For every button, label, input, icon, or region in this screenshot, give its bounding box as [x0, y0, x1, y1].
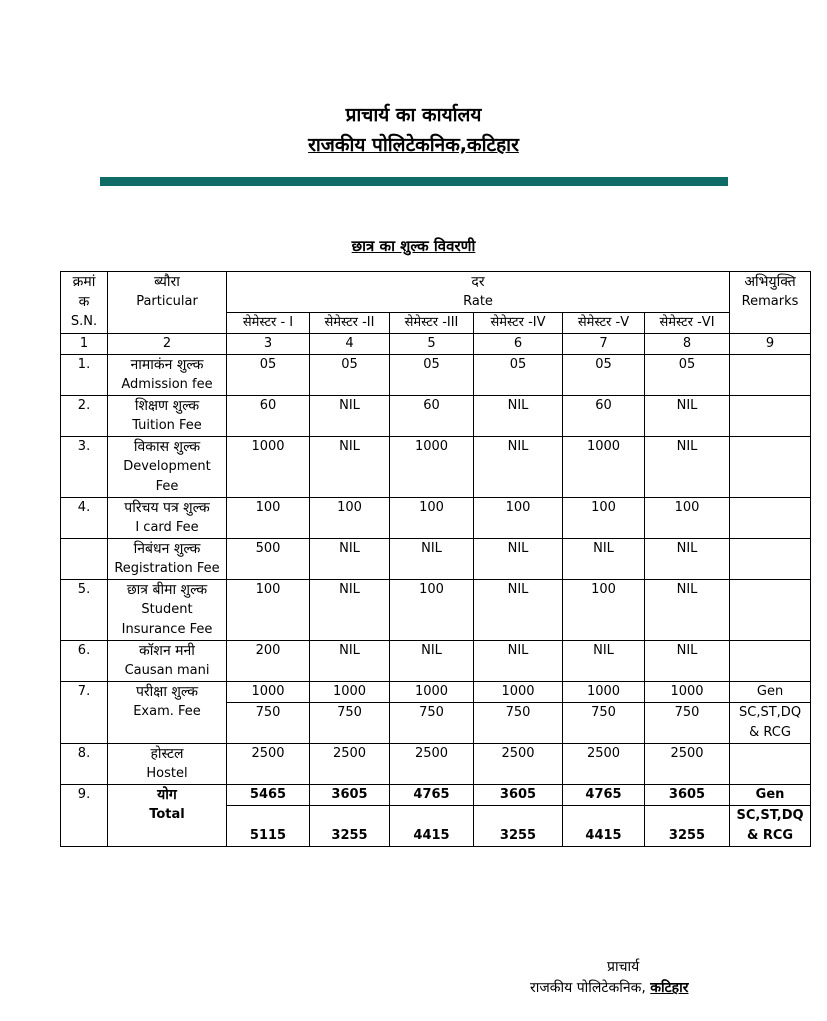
- table-row: [61, 437, 811, 498]
- table-row: [61, 498, 811, 539]
- row-particular: [108, 682, 227, 744]
- rate-cell: 2500: [227, 744, 310, 785]
- rate-cell: 1000: [390, 682, 474, 703]
- column-number: 9: [730, 334, 811, 355]
- rate-cell: 1000: [474, 682, 563, 703]
- rate-cell: 60: [227, 396, 310, 437]
- particular-hi: परिचय पत्र शुल्क: [124, 500, 210, 516]
- sn-header: [61, 272, 108, 334]
- semester-header: सेमेस्टर -IV: [474, 313, 563, 334]
- rate-cell: 1000: [563, 437, 645, 498]
- particular-en: Registration Fee: [114, 561, 220, 576]
- table-row: [61, 580, 811, 641]
- remarks-cell: [730, 641, 811, 682]
- remarks-header-en: Remarks: [741, 294, 799, 309]
- rate-cell: NIL: [645, 580, 730, 641]
- row-particular: [108, 744, 227, 785]
- signature-title: प्राचार्य: [607, 959, 640, 975]
- rate-cell: NIL: [474, 396, 563, 437]
- rate-cell: 100: [474, 498, 563, 539]
- particular-en: Student Insurance Fee: [121, 602, 213, 637]
- row-particular: [108, 355, 227, 396]
- rate-cell: 100: [563, 498, 645, 539]
- rate-cell: NIL: [474, 580, 563, 641]
- rate-cell: NIL: [310, 539, 390, 580]
- total-cell: 3605: [310, 785, 390, 806]
- particular-hi: कॉशन मनी: [139, 643, 195, 659]
- rate-cell: 100: [563, 580, 645, 641]
- rate-cell: NIL: [310, 437, 390, 498]
- rate-header-hi: दर: [471, 274, 485, 290]
- rate-cell: 100: [390, 498, 474, 539]
- rate-cell: 100: [390, 580, 474, 641]
- row-sn: 5.: [61, 580, 108, 641]
- total-cell: 4765: [390, 785, 474, 806]
- rate-cell: NIL: [645, 641, 730, 682]
- total-cell: 3605: [645, 785, 730, 806]
- rate-header: [227, 272, 730, 313]
- document-subtitle: छात्र का शुल्क विवरणी: [351, 237, 476, 255]
- particular-hi: होस्टल: [150, 746, 184, 762]
- rate-cell: 2500: [310, 744, 390, 785]
- rate-cell: 750: [390, 703, 474, 744]
- particular-hi: छात्र बीमा शुल्क: [126, 582, 208, 598]
- rate-cell: 1000: [390, 437, 474, 498]
- remarks-cell: Gen: [730, 682, 811, 703]
- total-cell: 3255: [474, 806, 563, 847]
- particular-header-hi: ब्यौरा: [154, 274, 180, 290]
- row-particular: [108, 498, 227, 539]
- row-sn: 6.: [61, 641, 108, 682]
- rate-cell: 05: [390, 355, 474, 396]
- table-header-row: [61, 272, 811, 313]
- semester-header: सेमेस्टर -VI: [645, 313, 730, 334]
- column-number: 7: [563, 334, 645, 355]
- row-sn: 2.: [61, 396, 108, 437]
- remarks-header-hi: अभियुक्ति: [744, 274, 796, 290]
- rate-cell: 05: [310, 355, 390, 396]
- column-number: 6: [474, 334, 563, 355]
- rate-cell: 05: [227, 355, 310, 396]
- sn-header-hi-1: क्रमां: [72, 274, 96, 290]
- column-number-row: [61, 334, 811, 355]
- row-sn: [61, 539, 108, 580]
- particular-en: Admission fee: [121, 377, 213, 392]
- table-row: [61, 355, 811, 396]
- total-cell: 3255: [310, 806, 390, 847]
- rate-cell: 750: [474, 703, 563, 744]
- sn-header-hi-2: क: [78, 294, 90, 310]
- total-cell: 5465: [227, 785, 310, 806]
- particular-hi: विकास शुल्क: [133, 439, 201, 455]
- total-cell: 4415: [563, 806, 645, 847]
- table-row-total-gen: [61, 785, 811, 806]
- column-number: 5: [390, 334, 474, 355]
- table-row-exam-gen: [61, 682, 811, 703]
- remarks-cell: [730, 396, 811, 437]
- total-cell: 4765: [563, 785, 645, 806]
- particular-en: Causan mani: [124, 663, 210, 678]
- row-sn: 3.: [61, 437, 108, 498]
- rate-cell: 100: [310, 498, 390, 539]
- column-number: 8: [645, 334, 730, 355]
- sn-header-en: S.N.: [70, 314, 98, 329]
- row-particular: [108, 437, 227, 498]
- signature-institution-name: राजकीय पोलिटेकनिक,: [530, 980, 651, 996]
- institution-name: राजकीय पोलिटेकनिक,कटिहार: [308, 134, 519, 156]
- column-number: 1: [61, 334, 108, 355]
- remarks-cell: SC,ST,DQ & RCG: [730, 703, 811, 744]
- signature-place: कटिहार: [650, 980, 689, 996]
- particular-en: Exam. Fee: [133, 704, 201, 719]
- remarks-cell: [730, 744, 811, 785]
- particular-hi: नामाकंन शुल्क: [130, 357, 204, 373]
- row-sn: 1.: [61, 355, 108, 396]
- rate-cell: NIL: [310, 641, 390, 682]
- rate-cell: NIL: [563, 539, 645, 580]
- total-label-hi: योग: [157, 787, 177, 803]
- rate-cell: 750: [227, 703, 310, 744]
- rate-cell: 100: [227, 498, 310, 539]
- remarks-cell: [730, 539, 811, 580]
- row-particular: [108, 785, 227, 847]
- column-number: 2: [108, 334, 227, 355]
- particular-hi: परीक्षा शुल्क: [135, 684, 198, 700]
- rate-cell: 1000: [227, 682, 310, 703]
- rate-cell: NIL: [645, 539, 730, 580]
- rate-cell: NIL: [474, 539, 563, 580]
- total-cell: 4415: [390, 806, 474, 847]
- particular-en: Development Fee: [123, 459, 211, 494]
- row-sn: 9.: [61, 785, 108, 847]
- rate-cell: 1000: [310, 682, 390, 703]
- rate-cell: 60: [390, 396, 474, 437]
- rate-cell: 500: [227, 539, 310, 580]
- rate-cell: 2500: [645, 744, 730, 785]
- rate-cell: 750: [563, 703, 645, 744]
- rate-cell: 1000: [227, 437, 310, 498]
- row-particular: [108, 539, 227, 580]
- remarks-cell: [730, 437, 811, 498]
- total-label-en: Total: [149, 807, 185, 822]
- rate-cell: 750: [645, 703, 730, 744]
- rate-cell: 60: [563, 396, 645, 437]
- rate-cell: NIL: [645, 396, 730, 437]
- semester-header: सेमेस्टर - I: [227, 313, 310, 334]
- semester-header: सेमेस्टर -II: [310, 313, 390, 334]
- particular-en: Hostel: [146, 766, 188, 781]
- rate-cell: 2500: [563, 744, 645, 785]
- table-row: [61, 744, 811, 785]
- row-sn: 4.: [61, 498, 108, 539]
- rate-cell: 750: [310, 703, 390, 744]
- row-sn: 8.: [61, 744, 108, 785]
- column-number: 3: [227, 334, 310, 355]
- rate-cell: NIL: [474, 641, 563, 682]
- office-title: प्राचार्य का कार्यालय: [345, 104, 482, 126]
- remarks-cell: [730, 580, 811, 641]
- rate-cell: NIL: [390, 539, 474, 580]
- rate-header-en: Rate: [463, 294, 493, 309]
- rate-cell: 100: [645, 498, 730, 539]
- particular-hi: निबंधन शुल्क: [133, 541, 201, 557]
- rate-cell: 2500: [474, 744, 563, 785]
- rate-cell: NIL: [474, 437, 563, 498]
- rate-cell: 2500: [390, 744, 474, 785]
- remarks-cell: SC,ST,DQ & RCG: [730, 806, 811, 847]
- header-divider: [100, 177, 728, 186]
- particular-hi: शिक्षण शुल्क: [134, 398, 200, 414]
- rate-cell: 1000: [563, 682, 645, 703]
- total-cell: 3255: [645, 806, 730, 847]
- rate-cell: NIL: [563, 641, 645, 682]
- total-cell: 3605: [474, 785, 563, 806]
- remarks-header: [730, 272, 811, 334]
- column-number: 4: [310, 334, 390, 355]
- signature-institution: [530, 978, 740, 997]
- rate-cell: NIL: [390, 641, 474, 682]
- rate-cell: NIL: [310, 396, 390, 437]
- remarks-cell: [730, 498, 811, 539]
- rate-cell: 100: [227, 580, 310, 641]
- particular-en: Tuition Fee: [132, 418, 202, 433]
- table-row: [61, 641, 811, 682]
- particular-header-en: Particular: [136, 294, 198, 309]
- fee-table: [60, 271, 811, 847]
- rate-cell: 05: [563, 355, 645, 396]
- rate-cell: NIL: [645, 437, 730, 498]
- row-particular: [108, 641, 227, 682]
- remarks-cell: [730, 355, 811, 396]
- rate-cell: 05: [645, 355, 730, 396]
- total-cell: 5115: [227, 806, 310, 847]
- row-sn: 7.: [61, 682, 108, 744]
- table-row: [61, 396, 811, 437]
- particular-en: I card Fee: [135, 520, 199, 535]
- remarks-cell: Gen: [730, 785, 811, 806]
- semester-header: सेमेस्टर -III: [390, 313, 474, 334]
- particular-header: [108, 272, 227, 334]
- table-row: [61, 539, 811, 580]
- rate-cell: NIL: [310, 580, 390, 641]
- rate-cell: 05: [474, 355, 563, 396]
- semester-header: सेमेस्टर -V: [563, 313, 645, 334]
- row-particular: [108, 580, 227, 641]
- rate-cell: 200: [227, 641, 310, 682]
- row-particular: [108, 396, 227, 437]
- rate-cell: 1000: [645, 682, 730, 703]
